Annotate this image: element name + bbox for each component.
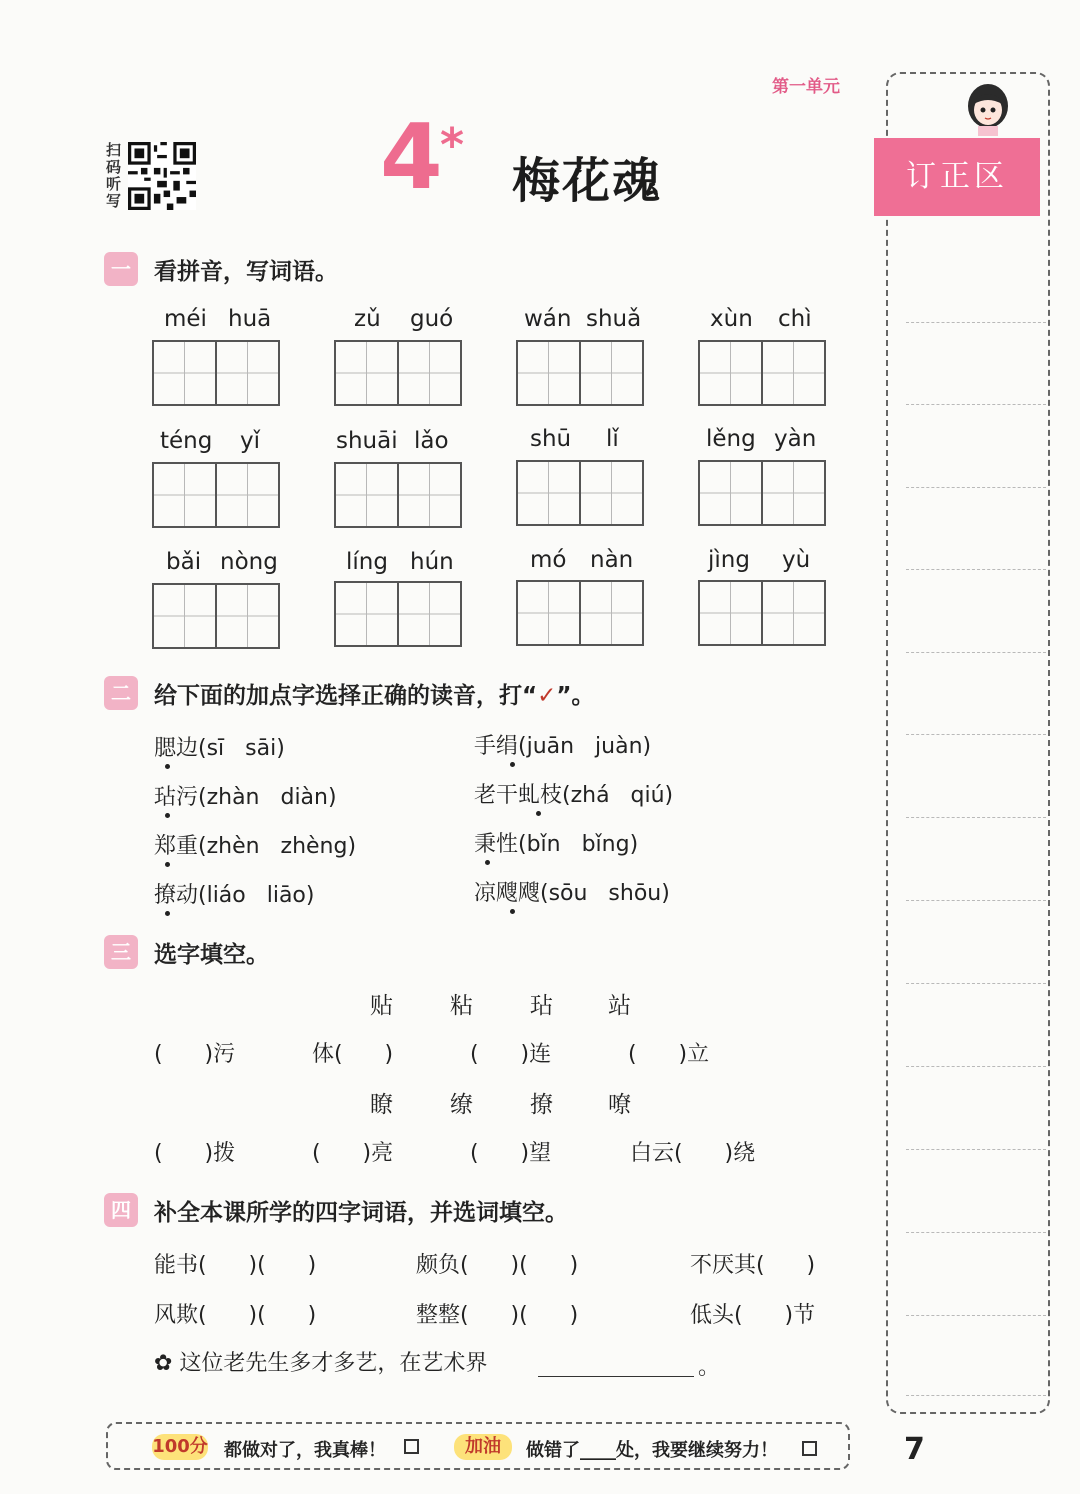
pronunciation-item[interactable]: 老干虬枝(zhá qiú) [474, 783, 674, 808]
correction-line[interactable] [906, 1066, 1046, 1067]
pinyin: méi [164, 306, 207, 332]
pinyin: téng [160, 428, 213, 454]
pinyin: xùn [710, 306, 753, 332]
pinyin: nòng [220, 549, 278, 575]
writing-grid[interactable] [334, 340, 462, 406]
fill-blank[interactable]: 不厌其( ) [690, 1253, 816, 1278]
pinyin: huā [228, 306, 272, 332]
section-title: 看拼音，写词语。 [154, 259, 338, 285]
correction-line[interactable] [906, 817, 1046, 818]
emphasis-dot [165, 764, 170, 769]
correction-area[interactable] [886, 72, 1050, 1414]
emphasis-dot [165, 813, 170, 818]
emphasis-dot [165, 862, 170, 867]
writing-grid[interactable] [334, 581, 462, 647]
footer-text: 做错了____处，我要继续努力！ [526, 1440, 778, 1461]
emphasis-dot [485, 860, 490, 865]
pinyin: zǔ [354, 306, 381, 332]
candidate-character: 粘 [450, 993, 473, 1019]
pronunciation-item[interactable]: 郑重(zhèn zhèng) [154, 834, 357, 859]
emphasis-dot [510, 762, 515, 767]
section-title: 补全本课所学的四字词语，并选词填空。 [154, 1200, 568, 1226]
pinyin: mó [530, 547, 567, 573]
pinyin: yù [782, 547, 811, 573]
correction-line[interactable] [906, 1149, 1046, 1150]
candidate-character: 嘹 [608, 1092, 631, 1118]
pinyin: wán [524, 306, 572, 332]
pinyin: guó [410, 306, 454, 332]
pronunciation-item[interactable]: 撩动(liáo liāo) [154, 883, 315, 908]
correction-banner: 订正区 [874, 138, 1040, 216]
answer-line[interactable] [538, 1376, 694, 1377]
writing-grid[interactable] [334, 462, 462, 528]
pronunciation-item[interactable]: 腮边(sī sāi) [154, 736, 285, 761]
candidate-character: 缭 [450, 1092, 473, 1118]
pinyin: lǐ [606, 426, 619, 452]
lesson-number: 4 [380, 105, 443, 210]
correction-line[interactable] [906, 322, 1046, 323]
fill-blank[interactable]: ( )亮 [312, 1141, 394, 1166]
pinyin: shuǎ [586, 306, 642, 332]
fill-blank[interactable]: 颇负( )( ) [416, 1253, 579, 1278]
qr-code-icon[interactable] [128, 142, 196, 210]
fill-blank[interactable]: ( )立 [628, 1042, 710, 1067]
correction-line[interactable] [906, 569, 1046, 570]
candidate-character: 站 [608, 993, 631, 1019]
sentence-end: 。 [698, 1355, 721, 1380]
pronunciation-item[interactable]: 玷污(zhàn diàn) [154, 785, 337, 810]
writing-grid[interactable] [516, 460, 644, 526]
candidate-character: 玷 [530, 993, 553, 1019]
candidate-character: 瞭 [370, 1092, 393, 1118]
section-number-icon: 二 [104, 676, 138, 710]
pinyin: jìng [708, 547, 750, 573]
correction-line[interactable] [906, 900, 1046, 901]
correction-line[interactable] [906, 1395, 1046, 1396]
pinyin: chì [778, 306, 812, 332]
correction-line[interactable] [906, 652, 1046, 653]
candidate-character: 贴 [370, 993, 393, 1019]
pinyin: hún [410, 549, 454, 575]
score-badge: 100分 [152, 1434, 208, 1460]
section-title: 选字填空。 [154, 942, 269, 968]
fill-blank[interactable]: ( )污 [154, 1042, 236, 1067]
writing-grid[interactable] [698, 460, 826, 526]
writing-grid[interactable] [152, 340, 280, 406]
lesson-title: 梅花魂 [512, 153, 663, 209]
checkbox[interactable] [802, 1441, 817, 1456]
section-number-icon: 四 [104, 1193, 138, 1227]
pinyin: shū [530, 426, 572, 452]
section-number-icon: 三 [104, 935, 138, 969]
cheer-badge: 加油 [454, 1434, 512, 1460]
correction-line[interactable] [906, 1315, 1046, 1316]
writing-grid[interactable] [698, 580, 826, 646]
pinyin: bǎi [166, 549, 202, 575]
section-number-icon: 一 [104, 252, 138, 286]
pinyin: yǐ [240, 428, 261, 454]
fill-blank[interactable]: ( )望 [470, 1141, 552, 1166]
fill-blank[interactable]: 白云( )绕 [630, 1141, 756, 1166]
fill-blank[interactable]: 体( ) [312, 1042, 394, 1067]
pronunciation-item[interactable]: 凉飕飕(sōu shōu) [474, 881, 670, 906]
cartoon-girl-icon [958, 78, 1018, 138]
fill-blank[interactable]: 能书( )( ) [154, 1253, 317, 1278]
fill-blank[interactable]: 整整( )( ) [416, 1303, 579, 1328]
pinyin: lǎo [414, 428, 449, 454]
fill-blank[interactable]: 风欺( )( ) [154, 1303, 317, 1328]
writing-grid[interactable] [152, 583, 280, 649]
emphasis-dot [510, 909, 515, 914]
emphasis-dot [536, 811, 541, 816]
correction-line[interactable] [906, 983, 1046, 984]
page-number: 7 [904, 1432, 925, 1467]
writing-grid[interactable] [698, 340, 826, 406]
fill-blank[interactable]: ( )连 [470, 1042, 552, 1067]
correction-line[interactable] [906, 734, 1046, 735]
lesson-star: * [440, 118, 465, 172]
correction-line[interactable] [906, 487, 1046, 488]
pinyin: yàn [774, 426, 817, 452]
pinyin: shuāi [336, 428, 398, 454]
writing-grid[interactable] [516, 340, 644, 406]
writing-grid[interactable] [152, 462, 280, 528]
fill-blank[interactable]: 低头( )节 [690, 1303, 816, 1328]
unit-label: 第一单元 [772, 77, 840, 97]
writing-grid[interactable] [516, 580, 644, 646]
correction-line[interactable] [906, 404, 1046, 405]
emphasis-dot [165, 911, 170, 916]
pronunciation-item[interactable]: 手绢(juān juàn) [474, 734, 652, 759]
checkmark-icon: ✓ [537, 683, 557, 709]
qr-label: 扫码听写 [106, 141, 122, 210]
pinyin: nàn [590, 547, 634, 573]
pinyin: lěng [706, 426, 756, 452]
sentence-prompt: ✿ 这位老先生多才多艺，在艺术界 [154, 1351, 488, 1376]
candidate-character: 撩 [530, 1092, 553, 1118]
checkbox[interactable] [404, 1439, 419, 1454]
correction-line[interactable] [906, 1232, 1046, 1233]
fill-blank[interactable]: ( )拨 [154, 1141, 236, 1166]
footer-text: 都做对了，我真棒！ [224, 1440, 386, 1461]
pinyin: líng [346, 549, 388, 575]
pronunciation-item[interactable]: 秉性(bǐn bǐng) [474, 832, 639, 857]
section-title: 给下面的加点字选择正确的读音，打“✓”。 [154, 683, 595, 709]
